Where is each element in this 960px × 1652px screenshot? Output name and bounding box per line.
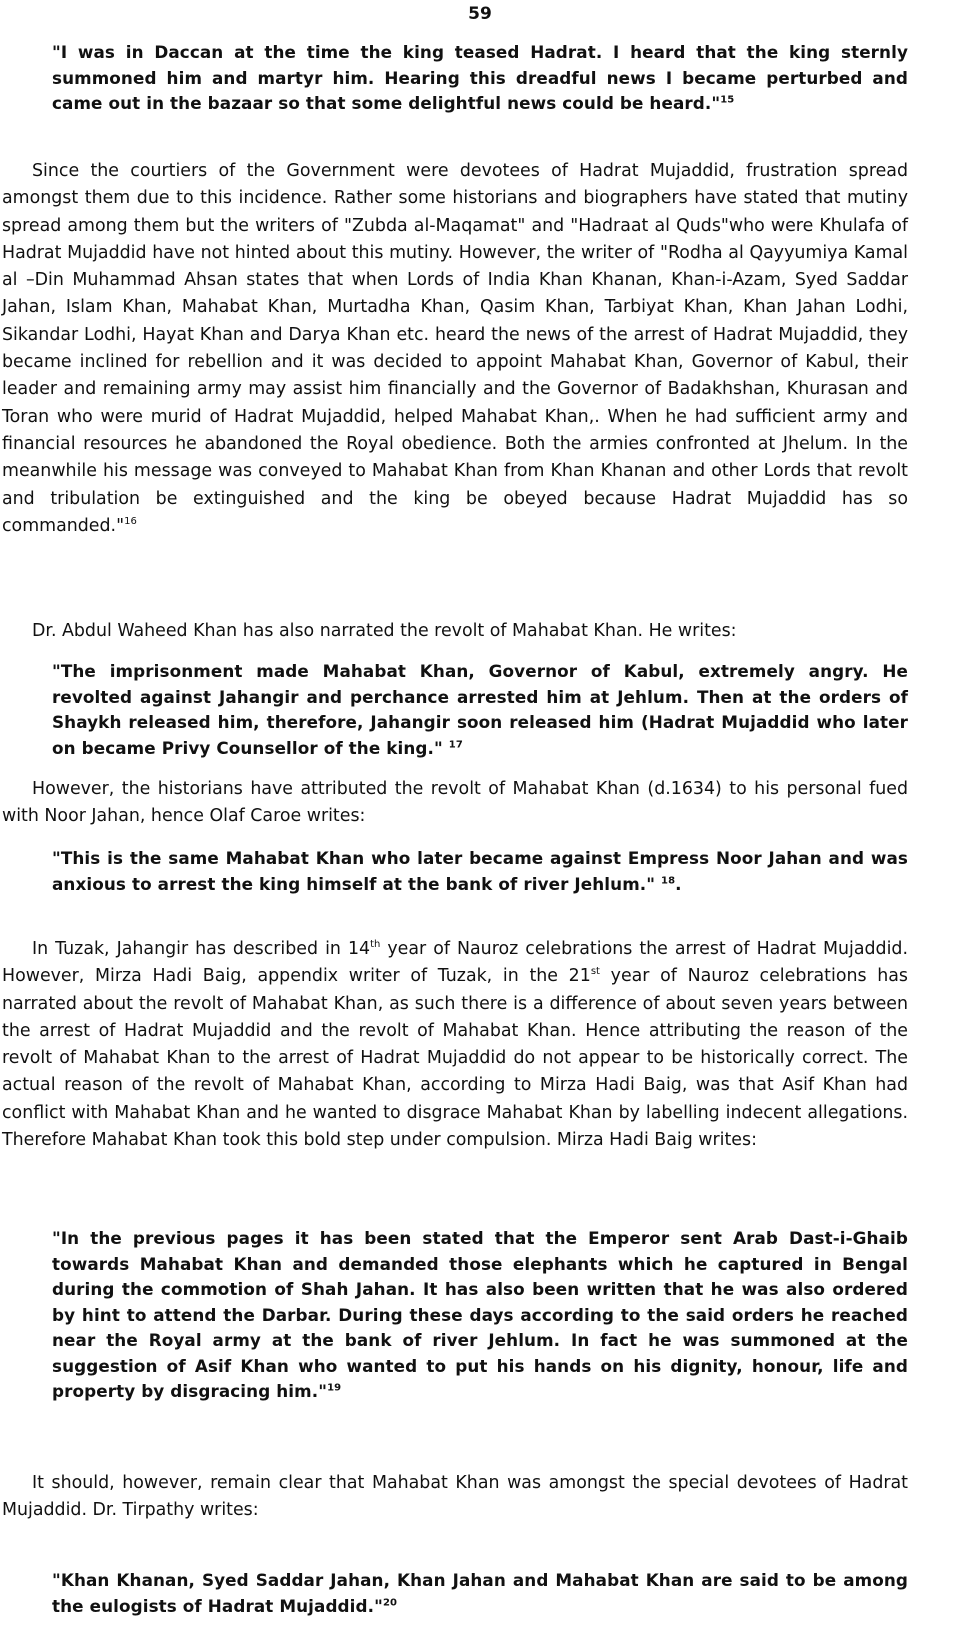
paragraph-text: It should, however, remain clear that Mahabat Khan was amongst the special devotees of Hadrat Mujaddid. Dr. Tirpathy writes: xyxy=(2,1473,908,1521)
quote-block xyxy=(52,1568,908,1619)
paragraph xyxy=(2,158,908,540)
paragraph-text: In Tuzak, Jahangir has described in 14 xyxy=(32,939,371,959)
footnote-ref: 16 xyxy=(124,516,137,528)
footnote-ref: 15 xyxy=(720,94,735,106)
quote-text: "This is the same Mahabat Khan who later became against Empress Noor Jahan and was anxious to arrest the king himself at the bank of river Jehlum." xyxy=(52,848,908,894)
paragraph xyxy=(2,1470,908,1525)
quote-text: . xyxy=(675,873,682,894)
paragraph xyxy=(2,618,908,645)
paragraph-text: year of Nauroz celebrations has narrated about the revolt of Mahabat Khan, as such there is a difference of about seven years between the arrest of Hadrat Mujaddid and the revolt of Mahabat Khan. Hence attributing the reason of the revolt of Mahabat Khan to the arrest of Hadrat Mujaddid do not appear to be historically correct. The actual reason of the revolt of Mahabat Khan, according to Mirza Hadi Baig, was that Asif Khan had conflict with Mahabat Khan and he wanted to disgrace Mahabat Khan by labelling indecent allegations. Therefore Mahabat Khan took this bold step under compulsion. Mirza Hadi Baig writes: xyxy=(2,966,908,1151)
quote-block xyxy=(52,659,908,761)
quote-block xyxy=(52,846,908,897)
paragraph xyxy=(2,776,908,831)
quote-text: "I was in Daccan at the time the king teased Hadrat. I heard that the king sternly summoned him and martyr him. Hearing this dreadful news I became perturbed and came out in the bazaar so that some delightful news could be heard." xyxy=(52,42,908,113)
paragraph xyxy=(2,936,908,1154)
quote-block xyxy=(52,40,908,117)
quote-text: "In the previous pages it has been stated that the Emperor sent Arab Dast-i-Ghaib towards Mahabat Khan and demanded those elephants which he captured in Bengal during the commotion of Shah Jahan. It has also been written that he was also ordered by hint to attend the Darbar. During these days according to the said orders he reached near the Royal army at the bank of river Jehlum. In fact he was summoned at the suggestion of Asif Khan who wanted to put his hands on his dignity, honour, life and property by disgracing him." xyxy=(52,1228,908,1401)
ordinal-suffix: th xyxy=(370,939,381,951)
footnote-ref: 18 xyxy=(661,874,676,886)
ordinal-suffix: st xyxy=(590,966,600,978)
footnote-ref: 20 xyxy=(382,1596,398,1608)
footnote-ref: 19 xyxy=(327,1382,342,1394)
quote-block xyxy=(52,1226,908,1405)
quote-text: "The imprisonment made Mahabat Khan, Governor of Kabul, extremely angry. He revolted against Jahangir and perchance arrested him at Jehlum. Then at the orders of Shaykh released him, therefore, Jahangir soon released him (Hadrat Mujaddid who later on became Privy Counsellor of the king." xyxy=(52,661,908,758)
page-number: 59 xyxy=(468,4,492,24)
paragraph-text: Dr. Abdul Waheed Khan has also narrated the revolt of Mahabat Khan. He writes: xyxy=(32,621,737,641)
paragraph-text: year of Nauroz celebrations the arrest of Hadrat Mujaddid. However, Mirza Hadi Baig, appendix writer of Tuzak, in the 21 xyxy=(2,939,908,987)
paragraph-text: Since the courtiers of the Government were devotees of Hadrat Mujaddid, frustration spread amongst them due to this incidence. Rather some historians and biographers have stated that mutiny spread among them but the writers of "Zubda al-Maqamat" and "Hadraat al Quds"who were Khulafa of Hadrat Mujaddid have not hinted about this mutiny. However, the writer of "Rodha al Qayyumiya Kamal al –Din Muhammad Ahsan states that when Lords of India Khan Khanan, Khan-i-Azam, Syed Saddar Jahan, Islam Khan, Mahabat Khan, Murtadha Khan, Qasim Khan, Tarbiyat Khan, Khan Jahan Lodhi, Sikandar Lodhi, Hayat Khan and Darya Khan etc. heard the news of the arrest of Hadrat Mujaddid, they became inclined for rebellion and it was decided to appoint Mahabat Khan, Governor of Kabul, their leader and remaining army may assist him financially and the Governor of Badakhshan, Khurasan and Toran who were murid of Hadrat Mujaddid, helped Mahabat Khan,. When he had sufficient army and financial resources he abandoned the Royal obedience. Both the armies confronted at Jhelum. In the meanwhile his message was conveyed to Mahabat Khan from Khan Khanan and other Lords that revolt and tribulation be extinguished and the king be obeyed because Hadrat Mujaddid has so commanded." xyxy=(2,161,908,536)
footnote-ref: 17 xyxy=(448,738,463,750)
quote-text: "Khan Khanan, Syed Saddar Jahan, Khan Jahan and Mahabat Khan are said to be among the eulogists of Hadrat Mujaddid." xyxy=(52,1570,908,1616)
paragraph-text: However, the historians have attributed the revolt of Mahabat Khan (d.1634) to his personal fued with Noor Jahan, hence Olaf Caroe writes: xyxy=(2,779,908,827)
